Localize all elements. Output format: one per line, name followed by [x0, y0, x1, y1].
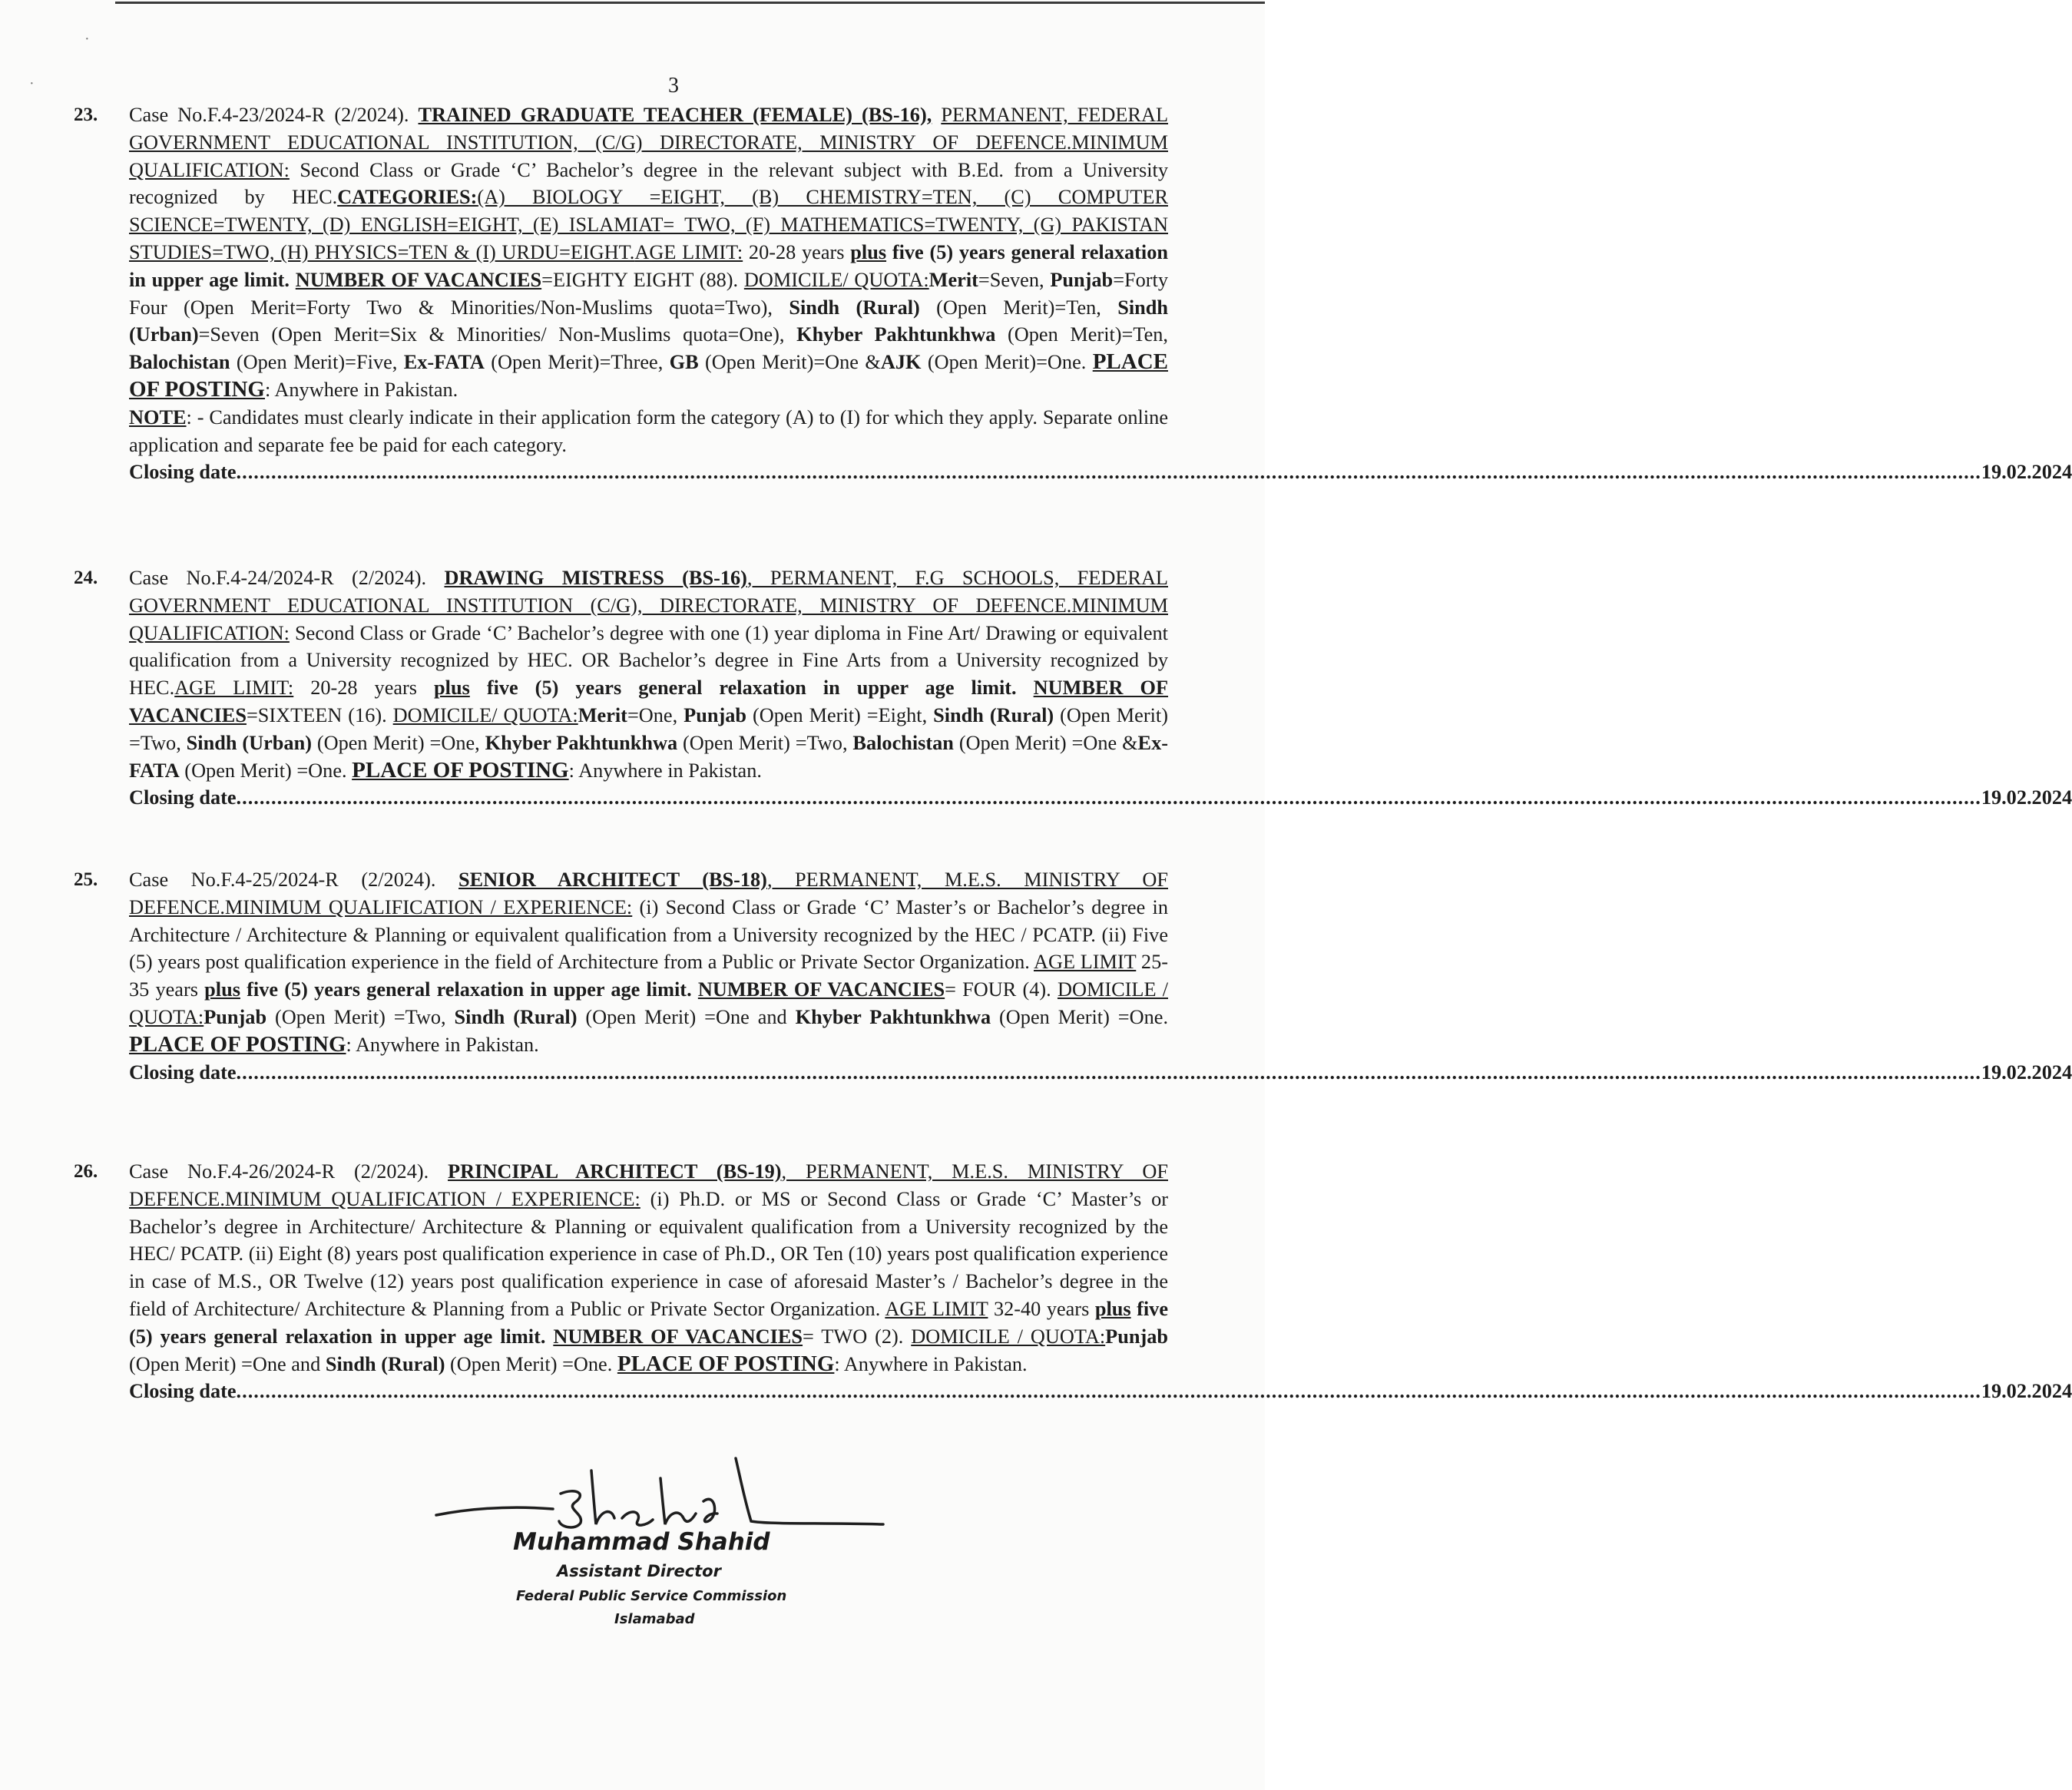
text-run: =EIGHTY EIGHT (88). — [541, 268, 744, 291]
text-run: plus — [1094, 1297, 1131, 1320]
text-run: (Open Merit)=Ten, — [919, 296, 1118, 319]
text-run — [932, 104, 941, 126]
closing-date-label: Closing date — [129, 786, 237, 809]
text-run: AGE LIMIT: — [174, 677, 294, 700]
text-run: =One, — [627, 703, 684, 726]
text-run: (i) Ph.D. or MS or Second Class or Grade ‘C’ Master’s or Bachelor’s degree in Architecture/ Architecture & Planning or equivalent qualification from a University recognized by the HEC/ PCATP. (ii) Eight (8) years post qualification experience in case of Ph.D., OR Ten (10) years post qualification experience in case of M.S., OR Twelve (12) years post qualification experience in case of aforesaid Master’s / Bachelor’s degree in the field of Architecture/ Architecture & Planning from a Public or Private Sector Organization. — [129, 1187, 1168, 1320]
text-run — [692, 978, 698, 1001]
closing-date-line — [129, 1059, 2072, 1087]
text-run: 20-28 years — [743, 240, 851, 263]
item-number: 23. — [74, 104, 98, 125]
closing-date-label: Closing date — [129, 1060, 237, 1084]
text-run: Sindh (Rural) — [454, 1005, 578, 1028]
text-run: DOMICILE/ QUOTA: — [743, 268, 929, 291]
text-run: PLACE OF POSTING — [129, 1031, 346, 1057]
text-run: 20-28 years — [293, 677, 435, 700]
text-run: five (5) years general relaxation in upper age limit. — [469, 677, 1017, 700]
text-run: (Open Merit)=One. — [921, 351, 1093, 374]
signatory-name: Muhammad Shahid — [513, 1528, 770, 1556]
text-run: (Open Merit) =One. — [179, 759, 353, 782]
handwritten-signature — [430, 1448, 891, 1536]
text-run: NUMBER OF VACANCIES — [697, 978, 945, 1001]
text-run: Sindh (Rural) — [933, 703, 1054, 726]
scan-speck: · — [29, 75, 35, 92]
text-run: (i) Second Class or Grade ‘C’ Master’s or Bachelor’s degree in Architecture / Architecture & Planning or equivalent qualification from a University recognized by the HEC / PCATP. (ii) Five (5) years post qualification experience in the field of Architecture from a Public or Private Sector Organization. — [129, 895, 1168, 974]
text-run: Sindh (Urban) — [129, 296, 1169, 346]
text-run: plus — [204, 978, 240, 1001]
text-run: 32-40 years — [988, 1297, 1095, 1320]
text-run: Balochistan — [852, 731, 954, 754]
text-run: TRAINED GRADUATE TEACHER (FEMALE) (BS-16), — [418, 104, 932, 126]
text-run: AGE LIMIT — [1034, 951, 1137, 974]
text-run: GB — [669, 351, 699, 374]
text-run: DOMICILE/ QUOTA: — [392, 703, 578, 726]
closing-date-line — [129, 784, 2072, 812]
text-run: AJK — [880, 351, 922, 374]
text-run: AGE LIMIT: — [634, 240, 743, 263]
closing-date-value: 19.02.2024 — [1981, 1060, 2072, 1084]
item-body — [129, 1158, 1168, 1378]
text-run: PLACE OF POSTING — [617, 1351, 835, 1376]
text-run: (Open Merit) =Two, — [677, 731, 853, 754]
text-run: : Anywhere in Pakistan. — [346, 1033, 539, 1056]
text-run: = TWO (2). — [803, 1325, 912, 1348]
text-run: Ex-FATA — [129, 731, 1168, 782]
text-run — [545, 1325, 553, 1348]
text-run: Merit — [578, 703, 627, 726]
text-run: (Open Merit) =One. — [991, 1005, 1169, 1028]
signatory-organization: Federal Public Service Commission — [516, 1588, 787, 1604]
text-run: =Seven, — [978, 268, 1051, 291]
text-run: NUMBER OF VACANCIES — [295, 268, 542, 291]
signatory-city: Islamabad — [614, 1611, 695, 1627]
text-run: (Open Merit)=Ten, — [995, 323, 1169, 346]
text-run: five (5) years general relaxation in upper age limit. — [129, 240, 1168, 291]
text-run: Punjab — [204, 1005, 267, 1028]
text-run: Case No.F.4-24/2024-R (2/2024). — [129, 567, 445, 589]
text-run: five (5) years general relaxation in upper age limit. — [240, 978, 692, 1001]
text-run: DOMICILE / QUOTA: — [129, 978, 1169, 1028]
leader-dots: ............................................................................................................................................................................................................................................................................................................ — [236, 1380, 1981, 1403]
text-run: Sindh (Rural) — [789, 296, 920, 319]
closing-date-value: 19.02.2024 — [1981, 461, 2072, 484]
text-run: (Open Merit)=Five, — [230, 351, 404, 374]
text-run: : Anywhere in Pakistan. — [834, 1352, 1028, 1375]
text-run: (Open Merit) =One, — [311, 731, 485, 754]
signatory-designation: Assistant Director — [557, 1562, 721, 1580]
text-run: DRAWING MISTRESS (BS-16) — [444, 567, 747, 589]
text-run: plus — [850, 240, 887, 263]
text-run: five (5) years general relaxation in upper age limit. — [129, 1297, 1168, 1348]
item-number: 26. — [74, 1161, 98, 1182]
text-run: NUMBER OF VACANCIES — [553, 1325, 803, 1348]
text-run: , PERMANENT, M.E.S. MINISTRY OF DEFENCE.MINIMUM QUALIFICATION / EXPERIENCE: — [129, 1160, 1168, 1210]
item-note — [129, 404, 1168, 459]
text-run: NUMBER OF VACANCIES — [129, 677, 1169, 726]
case-item-26 — [74, 1158, 2072, 1405]
case-item-24 — [74, 564, 2072, 812]
text-run: Second Class or Grade ‘C’ Bachelor’s degree in the relevant subject with B.Ed. from a University recognized by HEC. — [129, 158, 1168, 209]
text-run: =SIXTEEN (16). — [246, 703, 393, 726]
text-run: = FOUR (4). — [945, 978, 1058, 1001]
text-run: PLACE OF POSTING — [352, 757, 569, 783]
text-run: Sindh (Urban) — [186, 731, 312, 754]
leader-dots: ............................................................................................................................................................................................................................................................................................................ — [236, 1060, 1981, 1084]
top-border-line — [115, 2, 1265, 4]
text-run: NOTE — [129, 405, 187, 428]
text-run: SENIOR ARCHITECT (BS-18) — [458, 869, 767, 891]
text-run: PLACE OF POSTING — [129, 349, 1168, 402]
text-run: Punjab — [1105, 1325, 1169, 1348]
text-run: =Seven (Open Merit=Six & Minorities/ Non-Muslims quota=One), — [198, 323, 797, 346]
item-number: 24. — [74, 567, 98, 588]
text-run: Khyber Pakhtunkhwa — [796, 323, 996, 346]
text-run: (Open Merit) =One. — [445, 1352, 617, 1375]
text-run — [1017, 677, 1034, 699]
text-run: (Open Merit) =One and — [129, 1352, 326, 1375]
closing-date-label: Closing date — [129, 1380, 237, 1403]
item-number: 25. — [74, 869, 98, 890]
text-run: plus — [434, 677, 470, 700]
text-run: , PERMANENT, F.G SCHOOLS, FEDERAL GOVERNMENT EDUCATIONAL INSTITUTION (C/G), DIRECTORATE, MINISTRY OF DEFENCE.MINIMUM QUALIFICATION: — [129, 567, 1168, 644]
item-body — [129, 564, 1168, 784]
text-run: : Anywhere in Pakistan. — [568, 759, 762, 782]
closing-date-value: 19.02.2024 — [1981, 1380, 2072, 1403]
text-run — [290, 269, 296, 291]
text-run: 25-35 years — [129, 951, 1168, 1001]
text-run: : Anywhere in Pakistan. — [264, 378, 458, 401]
item-body — [129, 866, 1168, 1059]
text-run: PERMANENT, FEDERAL GOVERNMENT EDUCATIONAL INSTITUTION, (C/G) DIRECTORATE, MINISTRY OF DEFENCE.MINIMUM QUALIFICATION: — [129, 104, 1169, 181]
text-run: PRINCIPAL ARCHITECT (BS-19) — [448, 1160, 782, 1183]
text-run: (Open Merit) =One & — [953, 731, 1138, 754]
text-run: (A) BIOLOGY =EIGHT, (B) CHEMISTRY=TEN, (C) COMPUTER SCIENCE=TWENTY, (D) ENGLISH=EIGHT, (E) ISLAMIAT= TWO, (F) MATHEMATICS=TWENTY, (G) PAKISTAN STUDIES=TWO, (H) PHYSICS=TEN & (I) URDU=EIGHT. — [129, 186, 1168, 263]
text-run: (Open Merit)=Three, — [484, 351, 670, 374]
text-run: Second Class or Grade ‘C’ Bachelor’s degree with one (1) year diploma in Fine Art/ Drawing or equivalent qualification from a University recognized by HEC. OR Bachelor’s degree in Fine Arts from a University recognized by HEC. — [129, 621, 1168, 700]
text-run: CATEGORIES: — [337, 186, 478, 209]
leader-dots: ............................................................................................................................................................................................................................................................................................................ — [236, 786, 1981, 809]
case-item-23 — [74, 101, 2072, 486]
text-run: AGE LIMIT — [885, 1297, 988, 1320]
case-item-25 — [74, 866, 2072, 1086]
scan-speck: · — [84, 31, 90, 48]
text-run: (Open Merit) =Two, — [266, 1005, 455, 1028]
text-run: Merit — [928, 268, 978, 291]
text-run: Case No.F.4-26/2024-R (2/2024). — [129, 1160, 448, 1183]
closing-date-line — [129, 458, 2072, 486]
text-run: Punjab — [1050, 268, 1114, 291]
text-run: , PERMANENT, M.E.S. MINISTRY OF DEFENCE.MINIMUM QUALIFICATION / EXPERIENCE: — [129, 869, 1169, 918]
text-run: (Open Merit) =Eight, — [746, 703, 934, 726]
text-run: Case No.F.4-23/2024-R (2/2024). — [129, 104, 419, 126]
text-run: DOMICILE / QUOTA: — [911, 1325, 1106, 1348]
closing-date-value: 19.02.2024 — [1981, 786, 2072, 809]
text-run: Punjab — [683, 703, 746, 726]
text-run: Khyber Pakhtunkhwa — [795, 1005, 991, 1028]
text-run: Ex-FATA — [403, 351, 485, 374]
text-run: Sindh (Rural) — [325, 1352, 445, 1375]
text-run: (Open Merit)=One & — [698, 351, 881, 374]
text-run: : - Candidates must clearly indicate in their application form the category (A) to (I) for which they apply. Separate online application and separate fee be paid for each category. — [129, 405, 1168, 456]
text-run: =Forty Four (Open Merit=Forty Two & Minorities/Non-Muslims quota=Two), — [129, 268, 1169, 319]
text-run: (Open Merit) =One and — [577, 1005, 796, 1028]
item-body — [129, 101, 1168, 404]
text-run: Balochistan — [129, 351, 230, 374]
closing-date-line — [129, 1378, 2072, 1405]
text-run: Case No.F.4-25/2024-R (2/2024). — [129, 869, 458, 891]
text-run: (Open Merit) =Two, — [129, 703, 1168, 754]
text-run: Khyber Pakhtunkhwa — [485, 731, 678, 754]
closing-date-label: Closing date — [129, 461, 237, 484]
leader-dots: ............................................................................................................................................................................................................................................................................................................ — [236, 461, 1981, 484]
page-number: 3 — [668, 74, 679, 98]
